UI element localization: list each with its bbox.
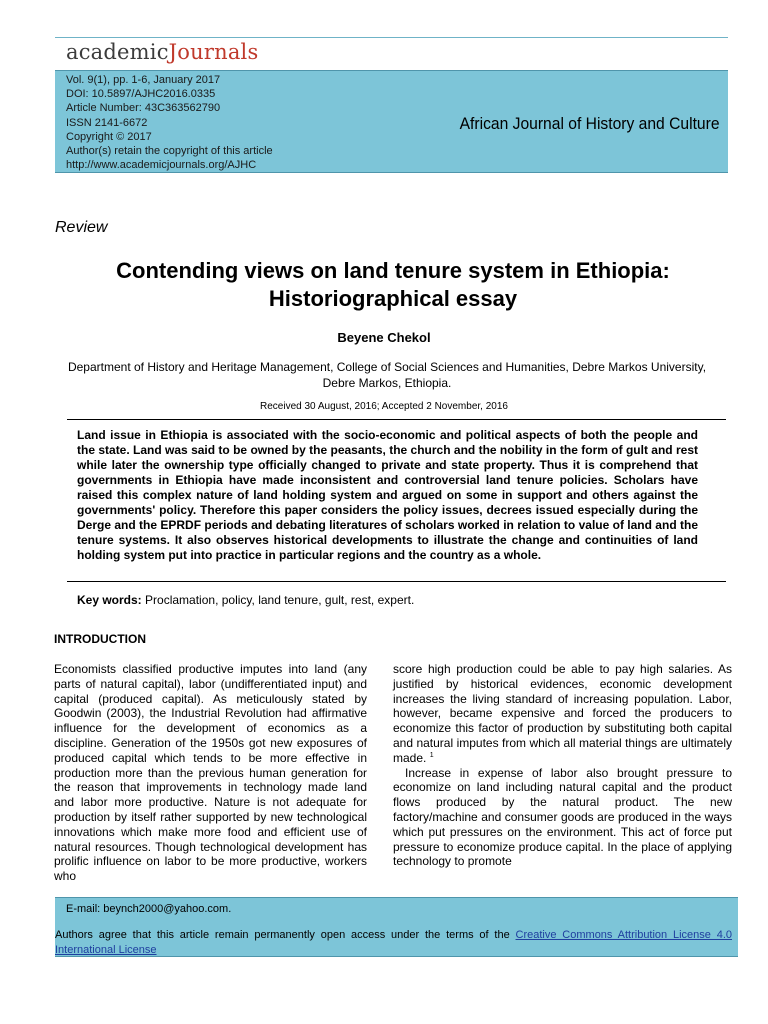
copyright-retain-line: Author(s) retain the copyright of this article xyxy=(66,145,273,158)
keywords-list: Proclamation, policy, land tenure, gult, rest, expert. xyxy=(145,593,415,607)
abstract-box xyxy=(67,419,726,582)
copyright-line: Copyright © 2017 xyxy=(66,130,152,143)
author-affiliation: Department of History and Heritage Management, College of Social Sciences and Humanities, Debre Markos University, Debre Markos, Ethiopia. xyxy=(67,360,707,390)
paragraph xyxy=(393,662,732,766)
article-title xyxy=(40,257,746,313)
body-column-left xyxy=(54,662,367,884)
author-name: Beyene Chekol xyxy=(337,330,431,345)
keywords xyxy=(77,593,414,607)
footnote-ref: 1 xyxy=(429,751,434,759)
license-statement xyxy=(55,928,732,957)
received-dates: Received 30 August, 2016; Accepted 2 November, 2016 xyxy=(260,401,508,412)
body-column-right xyxy=(393,662,732,869)
doi-line: DOI: 10.5897/AJHC2016.0335 xyxy=(66,88,216,101)
issn-line: ISSN 2141-6672 xyxy=(66,116,148,129)
publisher-logo xyxy=(66,40,258,64)
journal-name: African Journal of History and Culture xyxy=(460,114,720,133)
logo-journals: Journals xyxy=(168,40,259,64)
journal-url-line[interactable]: http://www.academicjournals.org/AJHC xyxy=(66,159,257,172)
article-type: Review xyxy=(55,219,108,236)
journal-info-box xyxy=(55,70,728,173)
title-line-1: Contending views on land tenure system in Ethiopia: xyxy=(116,258,670,283)
article-number-line: Article Number: 43C363562790 xyxy=(66,102,221,115)
abstract-text: Land issue in Ethiopia is associated with the socio-economic and political aspects of both the people and the state. Land was said to be owned by the peasants, the church and the nobility in the form of gult and rest while later the ownership type officially changed to private and state property. Thus it is comprehend that governments in Ethiopia have made inconsistent and controversial land tenure policies. Scholars have raised this complex nature of land holding system and argued on some in support and others against the governments' policy. Therefore this paper considers the policy issues, decrees issued especially during the Derge and the EPRDF periods and debating literatures of scholars worked in relation to value of land and the tenure systems. It also observes historical developments to illustrate the change and continuities of land holding system put into practice in particular regions and the country as a whole. xyxy=(77,428,698,562)
section-heading-introduction: INTRODUCTION xyxy=(54,632,146,646)
footer-box xyxy=(55,897,738,957)
logo-academic: academic xyxy=(66,40,169,64)
paragraph: Increase in expense of labor also brought pressure to economize on land including natural capital and the product flows produced by the natural product. The new factory/machine and consumer goods are produced in the ways which put pressures on the environment. This act of force put pressure to economize produce capital. In the place of applying technology to promote xyxy=(393,765,732,869)
license-link[interactable]: Creative Commons Attribution License 4.0 International License xyxy=(55,929,733,956)
article-metadata xyxy=(66,73,273,172)
paragraph: Economists classified productive imputes into land (any parts of natural capital), labor (undifferentiated input) and capital (produced capital). As meticulously stated by Goodwin (2003), the Industrial Revolution had affirmative influence for the development of economics as a discipline. Generation of the 1950s got new exposures of produced capital which tends to be more effective in production more than the previous human generation for the reason that improvements in technology made land and labor more productive. Nature is not adequate for production by itself rather supported by new technological innovations which make more food and efficient use of natural resources. Though technological development has prolific influence on labor to be more productive, workers who xyxy=(54,662,367,884)
paragraph-text: score high production could be able to pay high salaries. As justified by historical evidences, economic development increases the living standard of increasing population. Labor, however, became expensive and forced the producers to economize this factor of production by substituting both capital and natural imputes from which all material things are ultimately made. xyxy=(393,662,732,765)
author-email: E-mail: beynch2000@yahoo.com. xyxy=(66,903,232,915)
license-text: Authors agree that this article remain permanently open access under the terms of the xyxy=(55,929,516,941)
volume-line: Vol. 9(1), pp. 1-6, January 2017 xyxy=(66,74,221,86)
title-line-2: Historiographical essay xyxy=(268,286,518,311)
keywords-label: Key words: xyxy=(77,593,142,607)
header-rule xyxy=(55,37,728,38)
